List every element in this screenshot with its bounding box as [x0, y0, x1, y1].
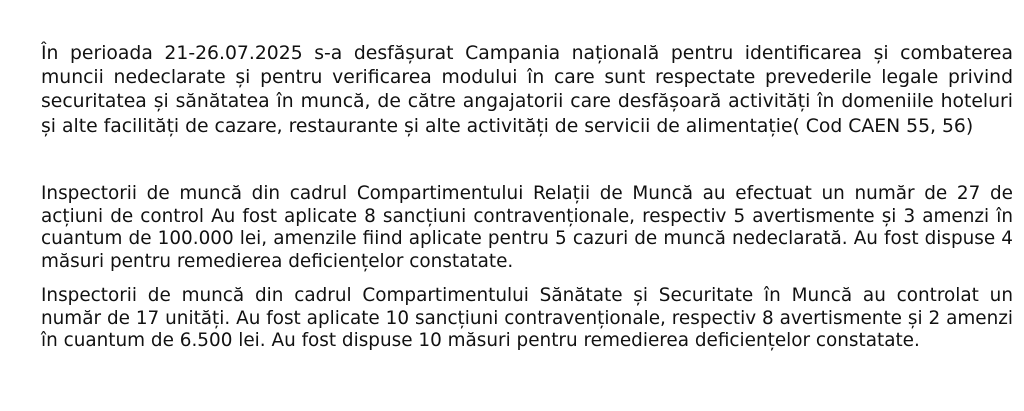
health-safety-paragraph: Inspectorii de muncă din cadrul Compartimentului Sănătate și Securitate în Muncă au controlat un număr de 17 unități. Au fost aplicate 10 sancțiuni contravenționale, respectiv 8 avertismente și 2 amenzi în cuantum de 6.500 lei. Au fost dispuse 10 măsuri pentru remedierea deficiențelor constatate. [41, 285, 1013, 351]
labor-relations-paragraph: Inspectorii de muncă din cadrul Compartimentului Relații de Muncă au efectuat un număr de 27 de acțiuni de control Au fost aplicate 8 sancțiuni contravenționale, respectiv 5 avertismente și 3 amenzi în cuantum de 100.000 lei, amenzile fiind aplicate pentru 5 cazuri de muncă nedeclarată. Au fost dispuse 4 măsuri pentru remedierea deficiențelor constatate. [41, 183, 1013, 272]
campaign-paragraph: În perioada 21-26.07.2025 s-a desfășurat Campania națională pentru identificarea și combaterea muncii nedeclarate și pentru verificarea modului în care sunt respectate prevederile legale privind securitatea și sănătatea în muncă, de către angajatorii care desfășoară activități în domeniile hoteluri și alte facilități de cazare, restaurante și alte activități de servicii de alimentație( Cod CAEN 55, 56) [41, 43, 1013, 137]
